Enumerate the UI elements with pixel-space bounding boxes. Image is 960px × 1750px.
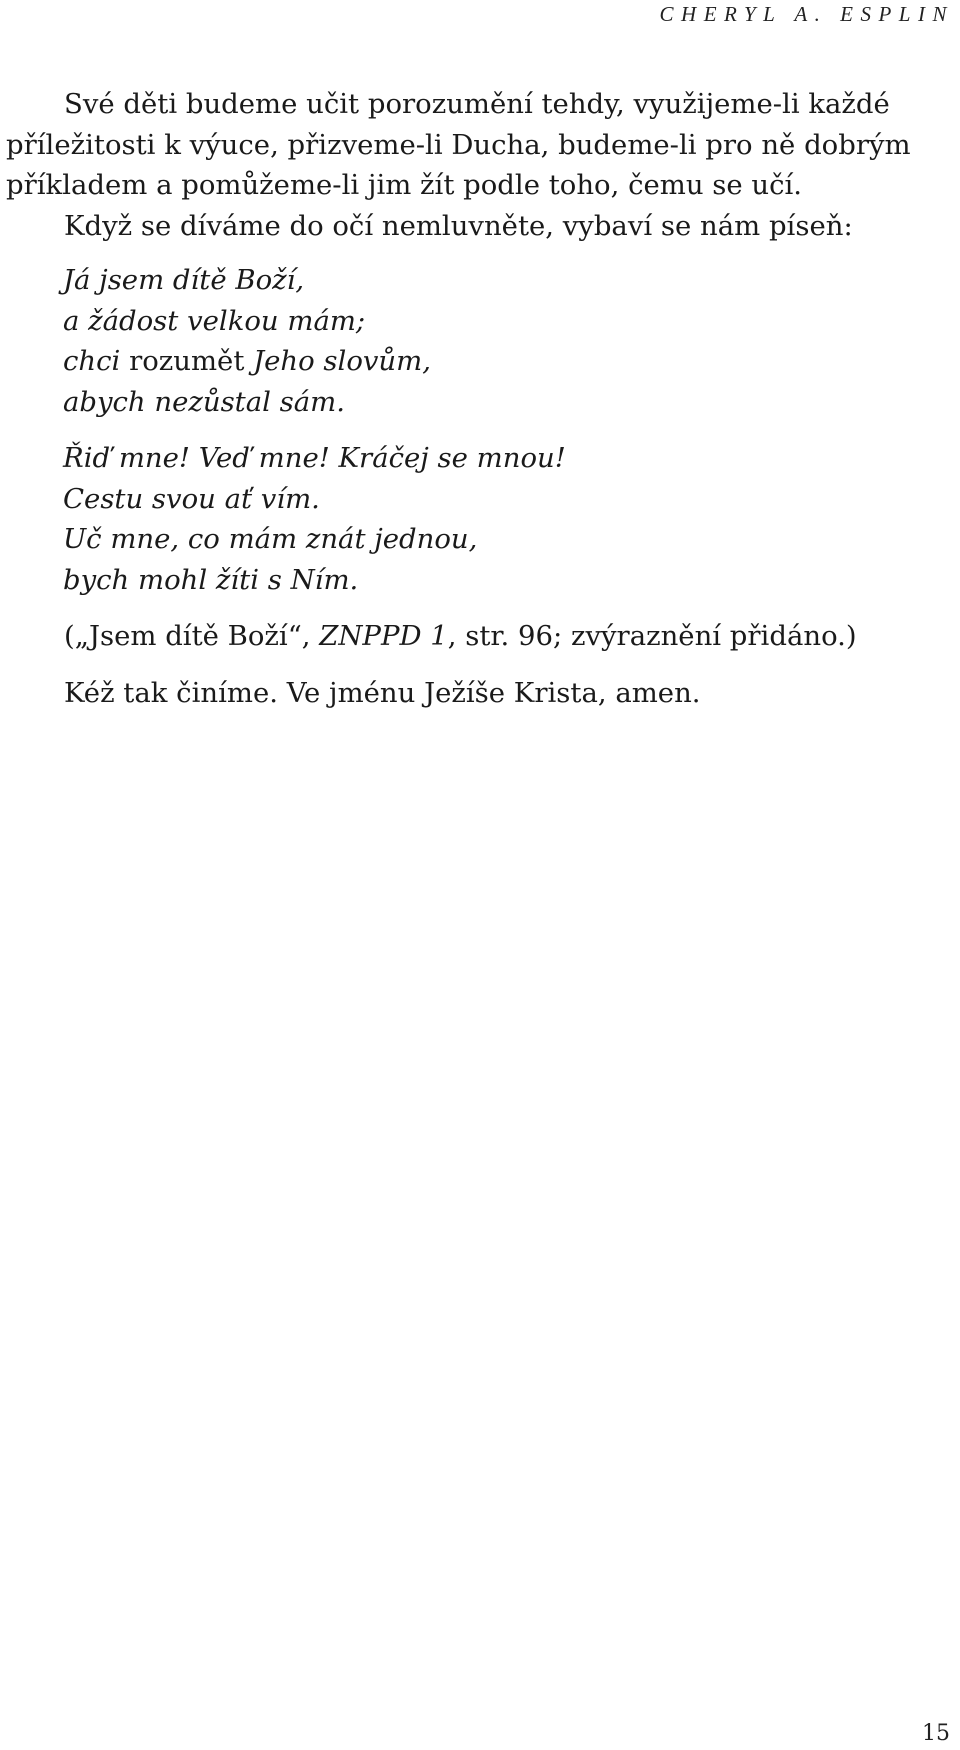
song-verse-2 xyxy=(6,438,942,600)
paragraph-teaching: Své děti budeme učit porozumění tehdy, využijeme-li každé příležitosti k výuce, přizveme-li Ducha, budeme-li pro ně dobrým příkladem a pomůžeme-li jim žít podle toho, čemu se učí. xyxy=(6,88,911,201)
verse-1-line-3-start: chci xyxy=(63,345,121,377)
verse-1-line-4: abych nezůstal sám. xyxy=(63,385,345,418)
citation-source: ZNPPD 1 xyxy=(319,620,448,652)
song-citation xyxy=(6,616,942,657)
citation-close: , str. 96; zvýraznění přidáno.) xyxy=(447,620,857,652)
verse-1-emphasis: rozumět xyxy=(129,345,245,377)
citation-open: („Jsem dítě Boží“, xyxy=(64,620,320,652)
verse-1-line-1: Já jsem dítě Boží, xyxy=(63,264,305,296)
paragraph-song-intro: Když se díváme do očí nemluvněte, vybaví se nám píseň: xyxy=(64,209,853,242)
song-verse-1 xyxy=(6,260,942,422)
verse-2-line-4: bych mohl žíti s Ním. xyxy=(63,563,359,596)
verse-2-line-3: Uč mne, co mám znát jednou, xyxy=(63,523,478,555)
running-head: CHERYL A. ESPLIN xyxy=(659,2,954,26)
verse-1-line-3-end: Jeho slovům, xyxy=(253,345,431,377)
verse-2-line-2: Cestu svou ať vím. xyxy=(63,482,320,515)
page-number: 15 xyxy=(922,1721,950,1746)
closing-line: Kéž tak činíme. Ve jménu Ježíše Krista, amen. xyxy=(64,676,701,709)
verse-2-line-1: Řiď mne! Veď mne! Kráčej se mnou! xyxy=(63,442,566,474)
verse-1-line-2: a žádost velkou mám; xyxy=(63,304,366,337)
page-content xyxy=(6,84,942,713)
verse-1-line-3 xyxy=(63,341,942,382)
